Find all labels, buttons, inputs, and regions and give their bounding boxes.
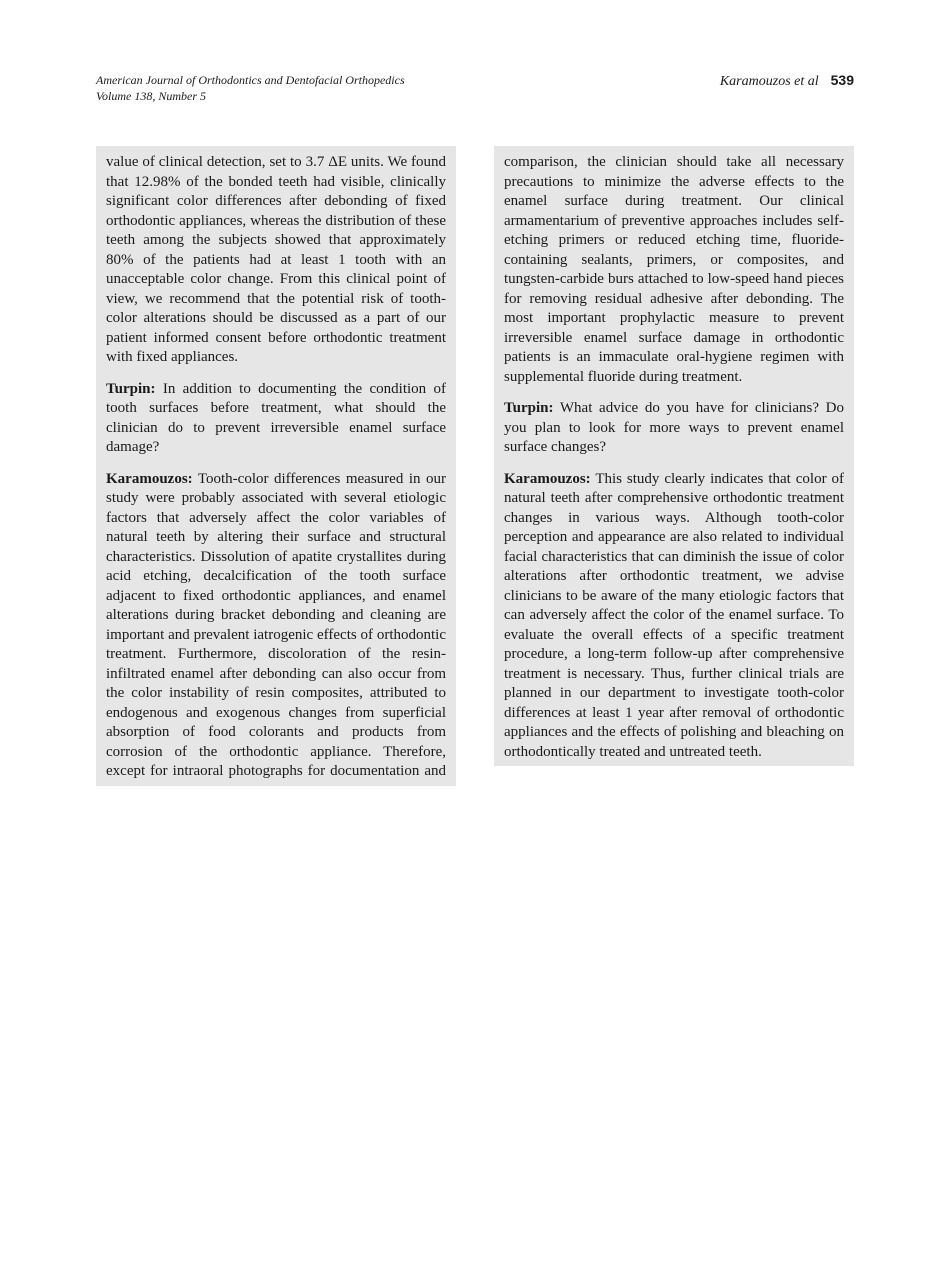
paragraph — [106, 470, 446, 782]
paragraph-text: This study clearly indicates that color of natural teeth after comprehensive orthodontic treatment changes in various ways. Although tooth-color perception and appearance are also related to individual facial characteristics that can diminish the issue of color alterations after orthodontic treatment, we advise clinicians to be aware of the many etiologic factors that can adversely affect the color of the enamel surface. To evaluate the overall effects of a specific treatment procedure, a long-term follow-up after comprehensive treatment is necessary. Thus, further clinical trials are planned in our department to investigate tooth-color differences at least 1 year after removal of orthodontic appliances and the effects of polishing and bleaching on orthodontically treated and untreated teeth. — [504, 470, 844, 760]
author-page-block — [720, 72, 854, 90]
paragraph — [106, 153, 446, 368]
right-column — [494, 146, 854, 766]
speaker-label: Turpin: — [504, 400, 554, 416]
journal-citation — [96, 72, 405, 104]
running-head — [96, 72, 854, 112]
speaker-label: Karamouzos: — [106, 470, 193, 487]
speaker-label: Turpin: — [106, 380, 156, 397]
paragraph-text: Tooth-color differences measured in our study were probably associated with several etiologic factors that adversely affect the color variables of natural teeth by altering their surface and structural characteristics. Dissolution of apatite crystallites during acid etching, decalcification of the tooth surface adjacent to fixed orthodontic appliances, and enamel alterations during bracket debonding and cleaning are important and prevalent iatrogenic effects of orthodontic treatment. Furthermore, discoloration of the resin-infiltrated enamel after debonding can also occur from the color instability of resin composites, attributed to endogenous and exogenous changes from superficial absorption of food colorants and products from corrosion of the orthodontic appliance. Therefore, except for intraoral photographs for documentation and — [106, 470, 446, 779]
paragraph-text: In addition to documenting the condition of tooth surfaces before treatment, what should the clinician do to prevent irreversible enamel surface damage? — [106, 380, 446, 455]
running-authors: Karamouzos et al — [719, 74, 819, 89]
paragraph — [504, 153, 844, 387]
journal-volume: Volume 138, Number 5 — [96, 89, 206, 103]
paragraph-text: What advice do you have for clinicians? Do you plan to look for more ways to prevent enamel surface changes? — [504, 400, 844, 455]
speaker-label: Karamouzos: — [504, 470, 591, 487]
paragraph-text: value of clinical detection, set to 3.7 ΔE units. We found that 12.98% of the bonded teeth had visible, clinically significant color differences after debonding of fixed orthodontic appliances, whereas the distribution of these teeth among the subjects showed that approximately 80% of the patients had at least 1 tooth with an unacceptable color change. From this clinical point of view, we recommend that the potential risk of tooth-color alterations should be discussed as a part of our patient informed consent before orthodontic treatment with fixed appliances. — [106, 154, 446, 365]
journal-title: American Journal of Orthodontics and Dentofacial Orthopedics — [96, 73, 405, 87]
paragraph — [504, 470, 844, 763]
paragraph-text: comparison, the clinician should take all necessary precautions to minimize the adverse effects to the enamel surface during treatment. Our clinical armamentarium of preventive approaches includes self-etching primers or reduced etching time, fluoride-containing sealants, primers, or composites, and tungsten-carbide burs attached to low-speed hand pieces for removing residual adhesive after debonding. The most important prophylactic measure to prevent irreversible enamel surface damage in orthodontic patients is an immaculate oral-hygiene regimen with supplemental fluoride during treatment. — [504, 154, 844, 385]
paragraph — [106, 380, 446, 458]
paragraph — [504, 399, 844, 458]
left-column — [96, 146, 456, 786]
page-number: 539 — [830, 72, 854, 88]
